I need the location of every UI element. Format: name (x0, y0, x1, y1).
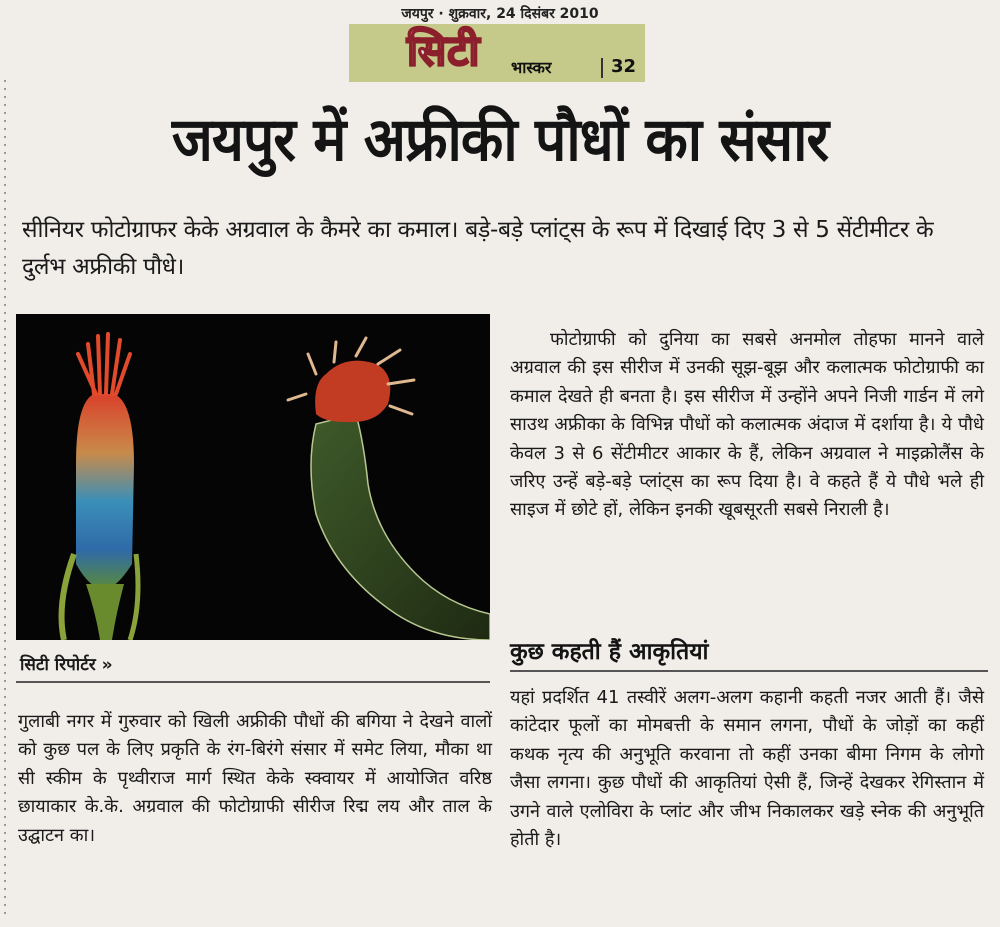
page-number: 32 (611, 56, 637, 77)
right-column-body: फोटोग्राफी को दुनिया का सबसे अनमोल तोहफा मानने वाले अग्रवाल की इस सीरीज में उनकी सूझ-बूझ और कलात्मक फोटोग्राफी का कमाल देखते ही बनता है। इस सीरीज में उन्होंने अपने निजी गार्डन में लगे साउथ अफ्रीका के विभिन्न पौधों को कलात्मक अंदाज में दर्शाया है। ये पौधे केवल 3 से 6 सेंटीमीटर आकार के हैं, लेकिन अग्रवाल ने माइक्रोलैंस के जरिए उन्हें बड़े-बड़े प्लांट्स का रूप दिया है। वे कहते हैं ये पौधे भले ही साइज में छोटे हों, लेकिन इनकी खूबसूरती सबसे निराली है। (510, 329, 984, 521)
intro-deck: सीनियर फोटोग्राफर केके अग्रवाल के कैमरे का कमाल। बड़े-बड़े प्लांट्स के रूप में दिखाई दिए 3 से 5 सेंटीमीटर के दुर्लभ अफ्रीकी पौधे। (22, 217, 934, 280)
dateline: जयपुर · शुक्रवार, 24 दिसंबर 2010 (401, 6, 599, 22)
masthead-logo: सिटी (407, 26, 481, 75)
plant-photo-illustration (16, 314, 490, 640)
reporter-credit: सिटी रिपोर्टर » (20, 655, 113, 675)
page-edge-perforation (4, 80, 6, 920)
masthead (349, 24, 645, 82)
left-column-body: गुलाबी नगर में गुरुवार को खिली अफ्रीकी पौधों की बगिया ने देखने वालों को कुछ पल के लिए प्रकृति के रंग-बिरंगे संसार में समेट लिया, मौका था सी स्कीम के पृथ्वीराज मार्ग स्थित केके स्क्वायर में आयोजित वरिष्ठ छायाकार के.के. अग्रवाल की फोटोग्राफी सीरीज रिद्म लय और ताल के उद्घाटन का। (18, 711, 492, 846)
right-column-body-2: यहां प्रदर्शित 41 तस्वीरें अलग-अलग कहानी कहती नजर आती हैं। जैसे कांटेदार फूलों का मोमबत्ती के समान लगना, पौधों के जोड़ों का कहीं कथक नृत्य की अनुभूति करवाना तो कहीं उनका बीमा निगम के लोगो जैसा लगना। कुछ पौधों की आकृतियां ऐसी हैं, जिन्हें देखकर रेगिस्तान में उगने वाले एलोविरा के प्लांट और जीभ निकालकर खड़े स्नेक की अनुभूति होती है। (510, 687, 984, 851)
headline: जयपुर में अफ्रीकी पौधों का संसार (171, 105, 829, 175)
subheading-divider (510, 670, 988, 672)
masthead-paper-name: भास्कर (511, 58, 552, 77)
masthead-separator (601, 58, 603, 78)
subheading: कुछ कहती हैं आकृतियां (510, 639, 709, 665)
plant-photo (16, 314, 490, 640)
credit-divider (16, 681, 490, 683)
